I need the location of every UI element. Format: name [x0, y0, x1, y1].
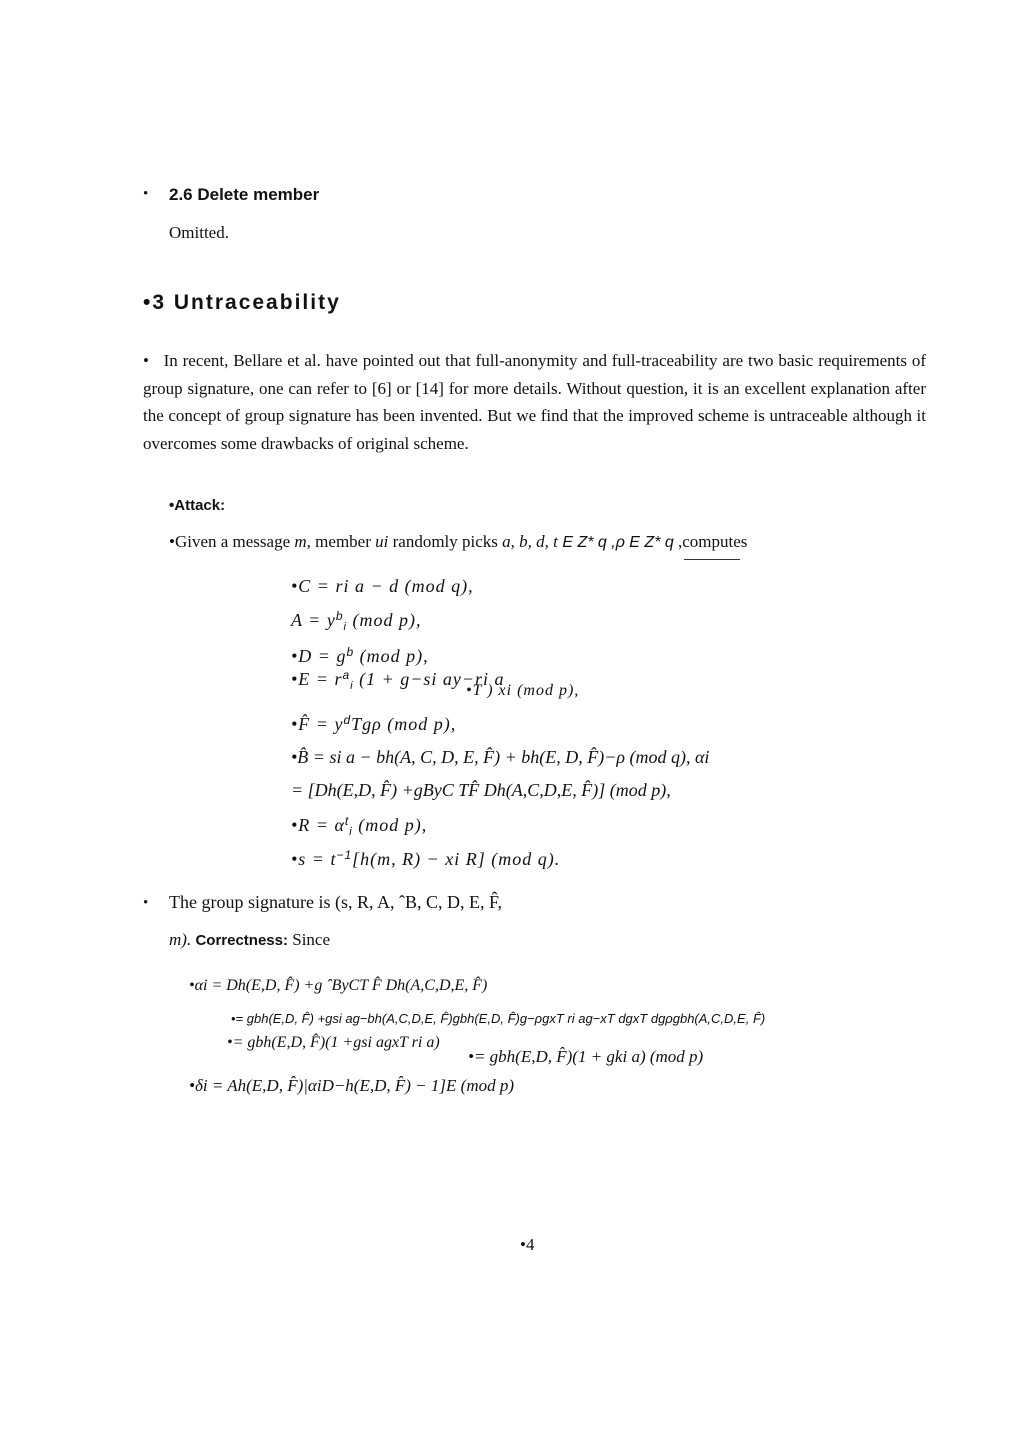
eq-E-mid: (1 + g−si ay−ri a — [353, 669, 505, 689]
signature-line-2 — [169, 930, 330, 950]
given-mid: , member — [306, 532, 376, 551]
section-3-paragraph — [143, 347, 926, 457]
eq-A — [291, 609, 421, 633]
given-vars: a, b, d, t — [502, 532, 558, 551]
eq-s-lhs: •s = t — [291, 849, 337, 869]
paragraph-text: In recent, Bellare et al. have pointed out that full-anonymity and full-traceability are two basic requirements of group signature, one can refer to [6] or [14] for more details. Without question, it is an excellent explanation after the concept of group signature has been invented. But we find that the improved scheme is untraceable although it overcomes some drawbacks of original scheme. — [143, 351, 926, 453]
eq-A-end: (mod p), — [346, 610, 422, 630]
eq-F-lhs: •F̂ = y — [291, 714, 344, 734]
eq-C: •C = ri a − d (mod q), — [291, 576, 474, 596]
signature-m: m). — [169, 930, 196, 949]
eq-E-sub: i — [350, 680, 354, 692]
eq-D-end: (mod p), — [354, 646, 429, 666]
eq-F-sup: d — [343, 713, 352, 727]
correctness-eq-2: •= gbh(E,D, F̂) +gsi ag−bh(A,C,D,E, F̂)gbh(E,D, F̂)g−ρgxT ri ag−xT dgxT dgρgbh(A,C,D,E, F̂) — [231, 1011, 766, 1026]
eq-D-lhs: •D = g — [291, 646, 347, 666]
eq-A-lhs: A = y — [291, 610, 336, 630]
eq-R-sup: t — [344, 814, 350, 828]
section-2-6-body: Omitted. — [169, 223, 229, 242]
correctness-label: Correctness: — [195, 932, 288, 949]
given-u: ui — [375, 532, 389, 551]
eq-alpha: = [Dh(E,D, F̂) +gByC TF̂ Dh(A,C,D,E, F̂)] (mod p), — [291, 780, 671, 800]
signature-bullet: • — [143, 895, 149, 911]
eq-R — [291, 814, 427, 838]
attack-label: •Attack: — [169, 497, 226, 514]
eq-R-lhs: •R = α — [291, 815, 345, 835]
given-m: m — [294, 532, 307, 551]
underline-rule — [684, 559, 740, 560]
section-bullet: • — [143, 186, 149, 202]
eq-s-end: [h(m, R) − xi R] (mod q). — [352, 849, 561, 869]
paragraph-bullet: • — [143, 351, 149, 370]
eq-D-sup: b — [346, 645, 355, 659]
correctness-eq-1: •αi = Dh(E,D, F̂) +g ˆByCT F̂ Dh(A,C,D,E, F̂) — [189, 977, 488, 994]
attack-given-line — [169, 532, 747, 552]
eq-B: •B̂ = si a − bh(A, C, D, E, F̂) + bh(E, D, F̂)−ρ (mod q), αi — [291, 747, 710, 767]
eq-s-sup: −1 — [336, 848, 353, 862]
section-2-6-heading: 2.6 Delete member — [169, 185, 320, 204]
given-set1: E Z* q , — [557, 534, 616, 551]
eq-A-sup: b — [335, 609, 344, 623]
eq-R-end: (mod p), — [352, 815, 428, 835]
given-post: randomly picks — [388, 532, 503, 551]
signature-since: Since — [288, 930, 331, 949]
eq-s — [291, 848, 560, 870]
correctness-eq-3: •= gbh(E,D, F̂)(1 +gsi agxT ri a) — [227, 1034, 440, 1051]
page-number: •4 — [520, 1235, 535, 1254]
signature-line-1: The group signature is (s, R, A, ˆB, C, D, E, F̂, — [169, 892, 503, 912]
eq-E-lhs: •E = r — [291, 669, 343, 689]
given-end: ,computes — [673, 532, 748, 551]
correctness-eq-4: •= gbh(E,D, F̂)(1 + gki a) (mod p) — [468, 1047, 704, 1066]
eq-A-sub: i — [343, 621, 347, 633]
eq-F-tail: Tgρ (mod p), — [351, 714, 457, 734]
eq-D — [291, 645, 429, 667]
eq-E-sup: a — [342, 668, 351, 682]
eq-R-sub: i — [349, 826, 353, 838]
given-pre: •Given a message — [169, 532, 295, 551]
given-set2: ρ E Z* q — [615, 534, 674, 551]
eq-F — [291, 713, 456, 735]
eq-E-low: •T ) xi (mod p), — [466, 682, 580, 699]
section-3-heading: •3 Untraceability — [143, 291, 341, 314]
correctness-eq-5: •δi = Ah(E,D, F̂)|αiD−h(E,D, F̂) − 1]E (mod p) — [189, 1076, 515, 1095]
